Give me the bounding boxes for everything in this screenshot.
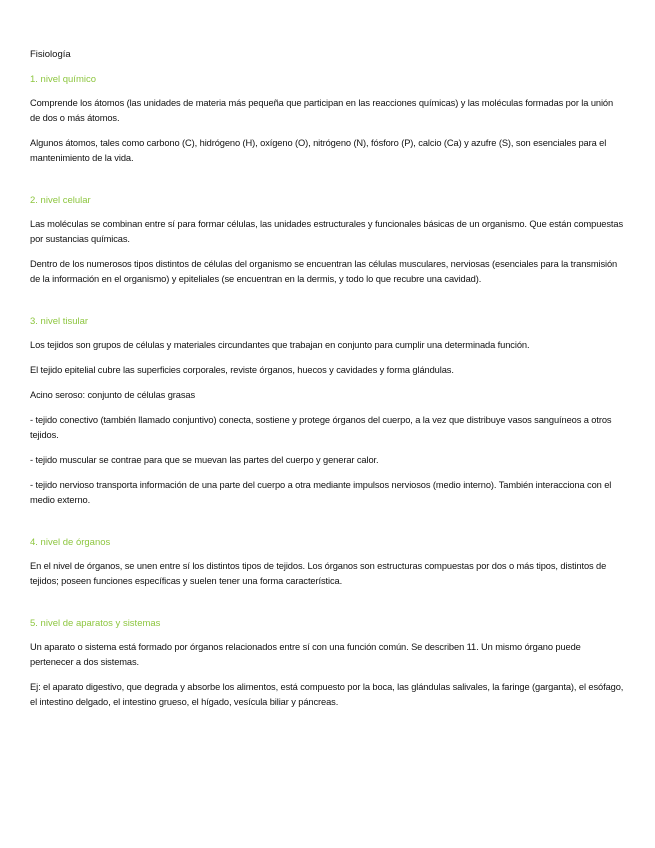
paragraph: Algunos átomos, tales como carbono (C), hidrógeno (H), oxígeno (O), nitrógeno (N), fósforo (P), calcio (Ca) y azufre (S), son esenciales para el mantenimiento de la vida. <box>30 138 607 163</box>
paragraph: Los tejidos son grupos de células y materiales circundantes que trabajan en conjunto para cumplir una determinada función. <box>30 340 530 350</box>
section-nivel-organos <box>30 536 625 589</box>
section-heading: 3. nivel tisular <box>30 316 89 327</box>
section-nivel-aparatos-sistemas <box>30 617 625 710</box>
paragraph: - tejido nervioso transporta información de una parte del cuerpo a otra mediante impulsos nerviosos (medio interno). También interacciona con el medio externo. <box>30 480 612 505</box>
paragraph: Acino seroso: conjunto de células grasas <box>30 390 195 400</box>
section-nivel-tisular <box>30 315 625 508</box>
paragraph: El tejido epitelial cubre las superficies corporales, reviste órganos, huecos y cavidades y forma glándulas. <box>30 365 454 375</box>
section-heading: 4. nivel de órganos <box>30 537 111 548</box>
paragraph: - tejido muscular se contrae para que se muevan las partes del cuerpo y generar calor. <box>30 455 379 465</box>
paragraph: - tejido conectivo (también llamado conjuntivo) conecta, sostiene y protege órganos del cuerpo, a la vez que distribuye vasos sanguíneos a otros tejidos. <box>30 415 612 440</box>
section-heading: 1. nivel químico <box>30 74 97 85</box>
section-nivel-quimico <box>30 73 625 166</box>
document-title: Fisiología <box>30 49 71 60</box>
paragraph: Las moléculas se combinan entre sí para formar células, las unidades estructurales y funcionales básicas de un organismo. Que están compuestas por sustancias químicas. <box>30 219 624 244</box>
paragraph: Comprende los átomos (las unidades de materia más pequeña que participan en las reacciones químicas) y las moléculas formadas por la unión de dos o más átomos. <box>30 98 614 123</box>
paragraph: En el nivel de órganos, se unen entre sí los distintos tipos de tejidos. Los órganos son estructuras compuestas por dos o más tipos, distintos de tejidos; poseen funciones específicas y suelen tener una forma característica. <box>30 561 607 586</box>
paragraph: Ej: el aparato digestivo, que degrada y absorbe los alimentos, está compuesto por la boca, las glándulas salivales, la faringe (garganta), el esófago, el intestino delgado, el intestino grueso, el hígado, vesícula biliar y páncreas. <box>30 682 624 707</box>
section-nivel-celular <box>30 194 625 287</box>
section-heading: 2. nivel celular <box>30 195 91 206</box>
paragraph: Un aparato o sistema está formado por órganos relacionados entre sí con una función común. Se describen 11. Un mismo órgano puede pertenecer a dos sistemas. <box>30 642 581 667</box>
paragraph: Dentro de los numerosos tipos distintos de células del organismo se encuentran las células musculares, nerviosas (esenciales para la transmisión de la información en el organismo) y epiteliales (se encuentran en la dermis, y todo lo que recubre una cavidad). <box>30 259 618 284</box>
section-heading: 5. nivel de aparatos y sistemas <box>30 618 161 629</box>
